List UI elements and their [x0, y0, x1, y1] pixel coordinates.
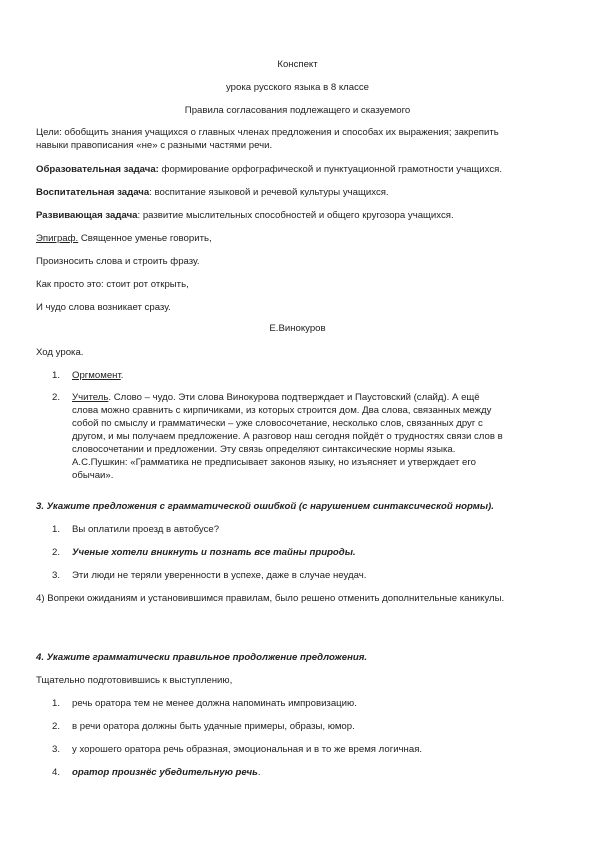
orgmoment-tail: . — [120, 370, 124, 381]
task-4-option-2-number: 2. — [52, 721, 61, 732]
developing-task — [36, 210, 566, 222]
epigraph-line-4: И чудо слова возникает сразу. — [36, 302, 171, 313]
doc-subtitle: урока русского языка в 8 классе — [225, 82, 370, 93]
lesson-item-2-line-6: А.С.Пушкин: «Грамматика не предписывает законов языку, но изъясняет и утверждает его — [72, 457, 476, 468]
lesson-item-2-line-1 — [72, 392, 568, 404]
task-4-title: 4. Укажите грамматически правильное продолжение предложения. — [36, 652, 368, 663]
task-4-option-4-tail: . — [257, 767, 261, 778]
lesson-item-2-line-4: другом, и мы получаем предложение. А разговор наш сегодня пойдёт о трудностях связи слов в — [72, 431, 503, 442]
goals-line-1: Цели: обобщить знания учащихся о главных членах предложения и способах их выражения; закрепить — [36, 127, 499, 138]
lesson-item-2-line-5: словосочетании и предложении. Эту связь определяют синтаксические нормы языка. — [72, 444, 456, 455]
epigraph-label: Эпиграф. — [36, 233, 79, 244]
task-3-option-1-text: Вы оплатили проезд в автобусе? — [72, 524, 220, 535]
epigraph-line-1 — [36, 233, 566, 245]
orgmoment-label: Оргмомент — [72, 370, 121, 381]
doc-topic: Правила согласования подлежащего и сказуемого — [184, 105, 411, 116]
educational-task-text: формирование орфографической и пунктуационной грамотности учащихся. — [158, 164, 503, 175]
goals-line-2: навыки правописания «не» с разными частями речи. — [36, 140, 273, 151]
task-4-option-3-text: у хорошего оратора речь образная, эмоциональная и в то же время логичная. — [72, 744, 423, 755]
upbringing-task — [36, 187, 566, 199]
task-4-option-1-number: 1. — [52, 698, 61, 709]
teacher-text-1: . Слово – чудо. Эти слова Винокурова подтверждает и Паустовский (слайд). А ещё — [108, 392, 480, 403]
task-4-lead: Тщательно подготовившись к выступлению, — [36, 675, 233, 686]
epigraph-line-3: Как просто это: стоит рот открыть, — [36, 279, 189, 290]
task-3-option-4: 4) Вопреки ожиданиям и установившимся правилам, было решено отменить дополнительные каникулы. — [36, 593, 505, 604]
epigraph-text-1: Священное уменье говорить, — [78, 233, 212, 244]
upbringing-task-text: : воспитание языковой и речевой культуры учащихся. — [149, 187, 389, 198]
lesson-item-2-number: 2. — [52, 392, 61, 403]
developing-task-label: Развивающая задача — [36, 210, 138, 221]
task-3-option-1-number: 1. — [52, 524, 61, 535]
task-4-option-1-text: речь оратора тем не менее должна напоминать импровизацию. — [72, 698, 357, 709]
developing-task-text: : развитие мыслительных способностей и общего кругозора учащихся. — [137, 210, 454, 221]
upbringing-task-label: Воспитательная задача — [36, 187, 150, 198]
task-4-option-4-answer: оратор произнёс убедительную речь — [72, 767, 258, 778]
educational-task — [36, 164, 566, 176]
lesson-item-2-line-7: обычаи». — [72, 470, 114, 481]
lesson-item-1-number: 1. — [52, 370, 61, 381]
task-3-option-3-text: Эти люди не теряли уверенности в успехе, даже в случае неудач. — [72, 570, 367, 581]
task-3-option-2-text: Ученые хотели вникнуть и познать все тайны природы. — [72, 547, 356, 558]
lesson-title: Ход урока. — [36, 347, 84, 358]
task-3-option-2-number: 2. — [52, 547, 61, 558]
lesson-item-2-line-3: собой по смыслу и грамматически – уже словосочетание, несколько слов, связанных друг с — [72, 418, 483, 429]
task-4-option-2-text: в речи оратора должны быть удачные примеры, образы, юмор. — [72, 721, 355, 732]
lesson-item-1-text — [72, 370, 568, 382]
epigraph-line-2: Произносить слова и строить фразу. — [36, 256, 200, 267]
doc-title: Конспект — [277, 59, 318, 70]
task-3-title: 3. Укажите предложения с грамматической ошибкой (с нарушением синтаксической нормы). — [36, 501, 494, 512]
task-4-option-3-number: 3. — [52, 744, 61, 755]
epigraph-author: Е.Винокуров — [269, 323, 326, 334]
task-4-option-4-text — [72, 767, 568, 779]
task-3-option-3-number: 3. — [52, 570, 61, 581]
task-4-option-4-number: 4. — [52, 767, 61, 778]
teacher-label: Учитель — [72, 392, 109, 403]
educational-task-label: Образовательная задача: — [36, 164, 159, 175]
lesson-item-2-line-2: слова можно сравнить с кирпичиками, из которых строится дом. Два слова, связанных между — [72, 405, 492, 416]
